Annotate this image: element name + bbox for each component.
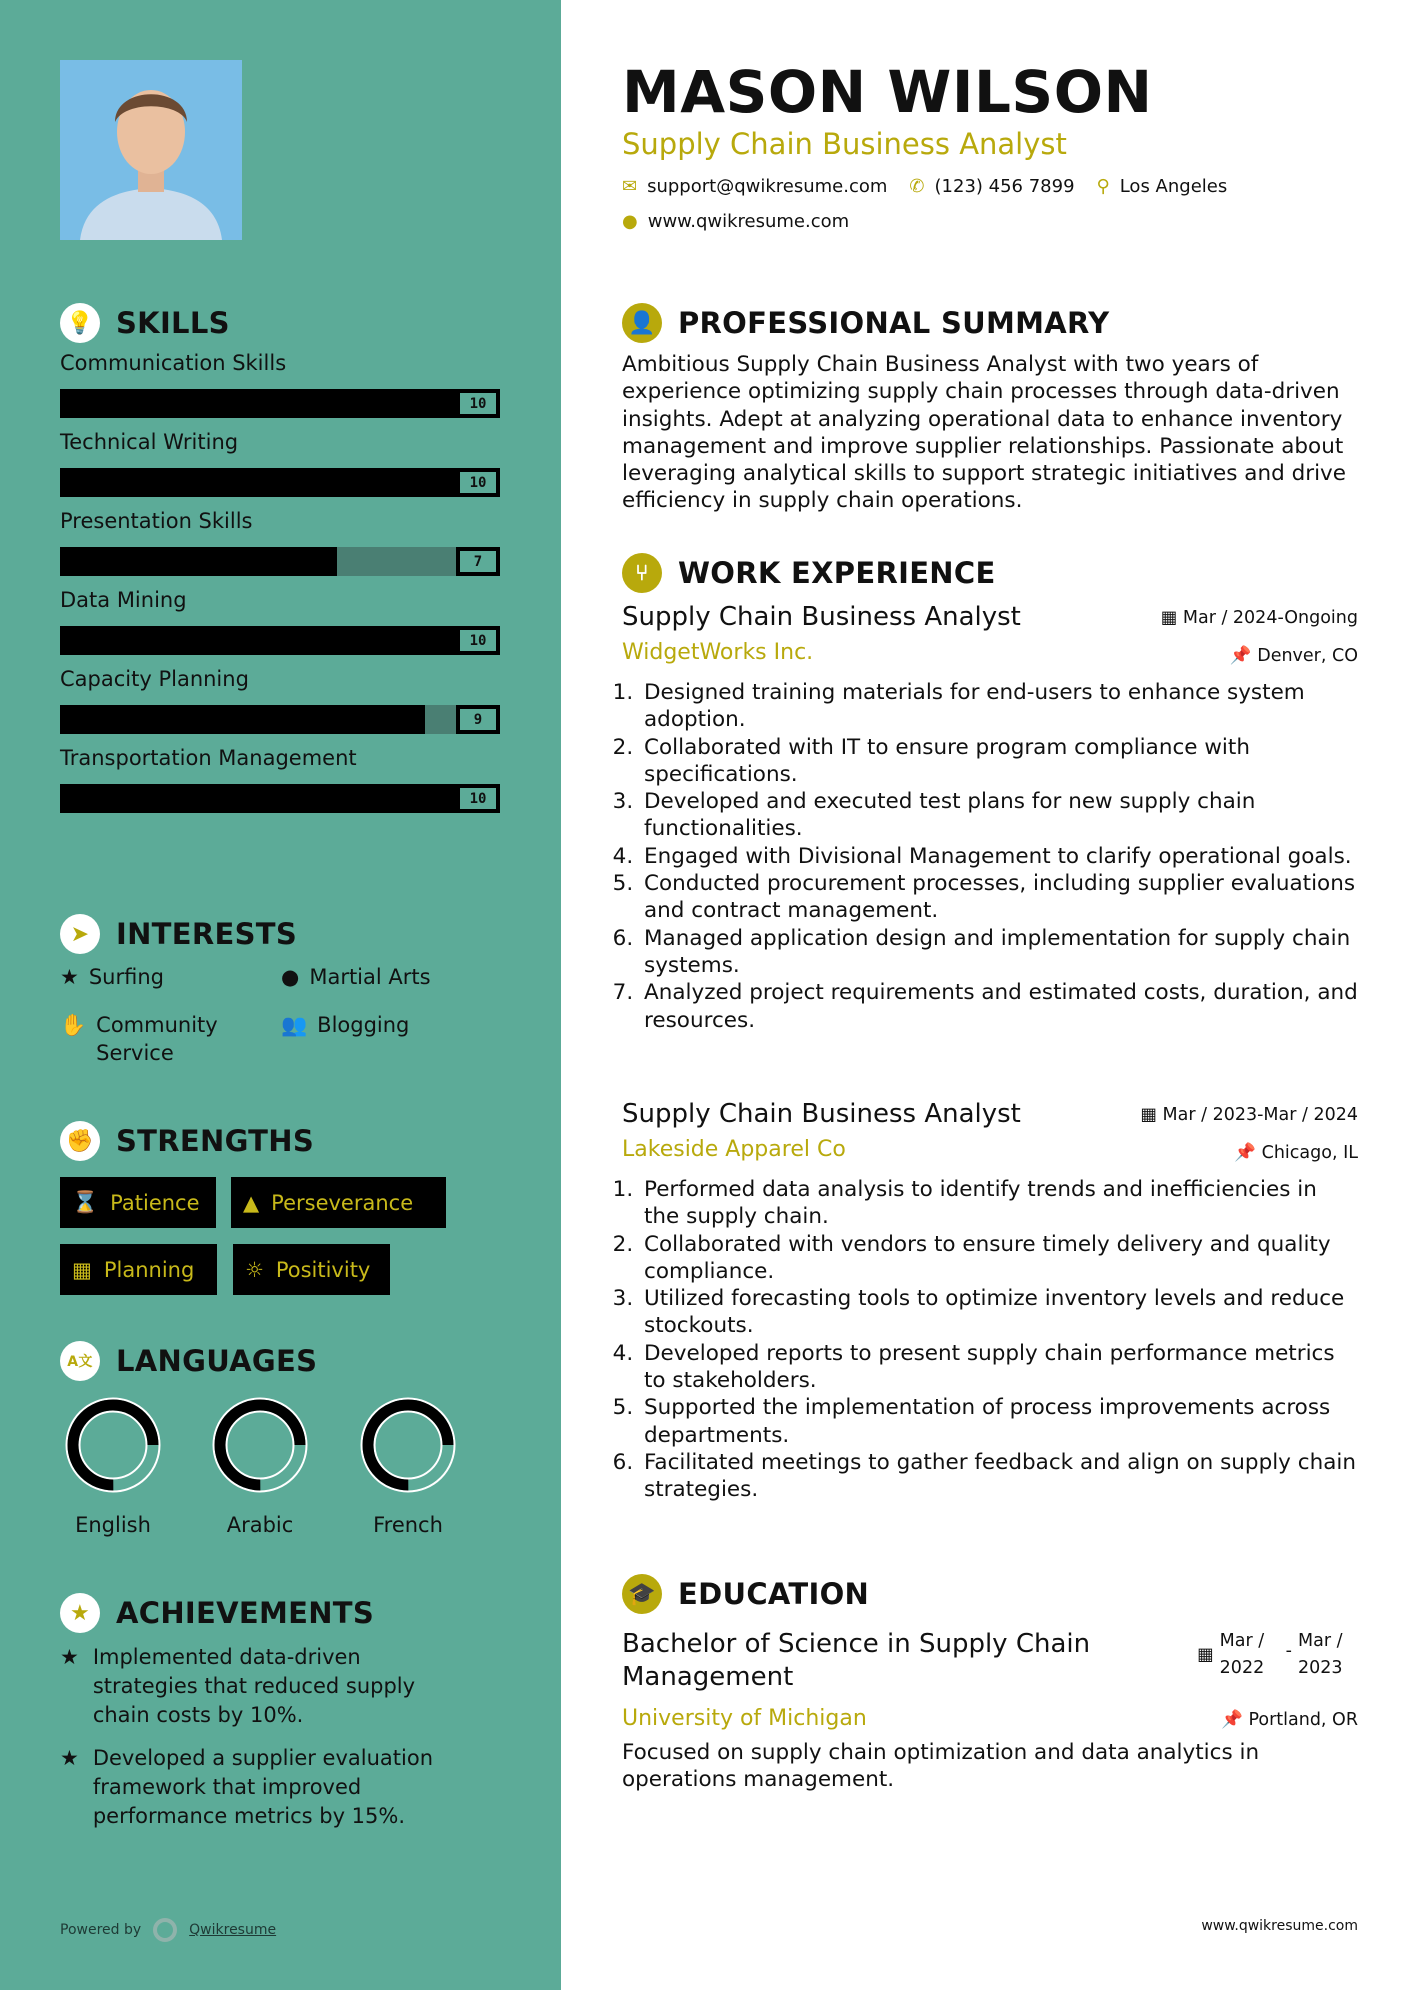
education-heading: 🎓 EDUCATION [622,1574,1358,1614]
interest-item: ★ Surfing [60,965,164,989]
skill-bar [60,705,500,734]
strength-tag: ☼ Positivity [233,1244,390,1295]
road-icon: ▲ [243,1190,260,1215]
skill-bar-fill [60,389,500,418]
company: Lakeside Apparel Co [622,1137,846,1162]
candidate-title: Supply Chain Business Analyst [622,127,1067,161]
sun-icon: ☼ [245,1257,264,1282]
user-icon: 👤 [622,303,662,343]
interest-item: ✋ Community Service [60,1013,218,1065]
language-label: English [75,1513,151,1537]
users-icon: 👥 [281,1013,308,1037]
job-location: 📌 Denver, CO [1229,646,1358,666]
job-title: Supply Chain Business Analyst [622,602,1021,632]
work-heading: ⑂ WORK EXPERIENCE [622,553,1358,593]
job-bullet: 2. Collaborated with IT to ensure program compliance with specifications. [640,734,1358,789]
envelope-icon: ✉ [622,176,638,197]
candidate-name: MASON WILSON [622,58,1153,126]
job-entry [622,1099,1358,1504]
star-icon: ★ [60,965,79,989]
strength-tag: ▦ Planning [60,1244,217,1295]
education-location: 📌 Portland, OR [1221,1710,1358,1730]
language-donut [358,1395,458,1495]
language-donut [63,1395,163,1495]
degree: Bachelor of Science in Supply Chain Management [622,1629,1091,1692]
fist-icon: ✊ [60,1121,100,1161]
education-date: ▦ Mar / 2022 - Mar / 2023 [1197,1628,1358,1682]
pin-icon: 📌 [1229,646,1252,666]
skill-item [60,588,500,655]
summary-text: Ambitious Supply Chain Business Analyst with two years of experience optimizing supply chain processes through data-driven insights. Adept at analyzing operational data to enhance inventory management and improve supplier relationships. Passionate about leveraging analytical skills to support strategic initiatives and drive efficiency in supply chain operations. [622,352,1346,514]
job-entry [622,602,1358,1034]
job-bullet: 5. Conducted procurement processes, including supplier evaluations and contract management. [640,870,1358,925]
language-donut [210,1395,310,1495]
job-title: Supply Chain Business Analyst [622,1099,1021,1129]
languages-section [60,1341,317,1381]
job-bullet: 5. Supported the implementation of process improvements across departments. [640,1394,1358,1449]
job-bullet: 3. Developed and executed test plans for new supply chain functionalities. [640,788,1358,843]
education-text: Focused on supply chain optimization and data analytics in operations management. [622,1740,1260,1793]
skill-bar [60,626,500,655]
calendar-icon: ▦ [1197,1645,1214,1665]
calendar-icon: ▦ [72,1257,92,1282]
skill-bar-fill [60,626,500,655]
skill-label: Data Mining [60,588,187,612]
pin-icon: 📌 [1221,1710,1243,1730]
skill-item [60,430,500,497]
job-bullets [622,1176,1358,1504]
skill-item [60,509,500,576]
lightbulb-icon: 💡 [60,303,100,343]
stars-icon: ★ [60,1645,79,1669]
pin-icon: 📌 [1234,1143,1257,1163]
hourglass-icon: ⌛ [72,1190,99,1214]
job-date: ▦ Mar / 2023-Mar / 2024 [1140,1105,1358,1125]
skill-label: Presentation Skills [60,509,253,533]
strength-tag: ▲ Perseverance [231,1177,446,1228]
skill-score: 7 [456,547,500,576]
job-location: 📌 Chicago, IL [1234,1143,1358,1163]
qwikresume-logo-icon [153,1918,177,1942]
skill-item [60,351,500,418]
strengths-heading: ✊ STRENGTHS [60,1121,314,1161]
skill-item [60,746,500,813]
job-bullet: 1. Designed training materials for end-users to enhance system adoption. [640,679,1358,734]
skill-bar [60,389,500,418]
job-bullet: 1. Performed data analysis to identify trends and inefficiencies in the supply chain. [640,1176,1358,1231]
skill-label: Transportation Management [60,746,357,770]
skill-score: 10 [456,784,500,813]
language-label: French [373,1513,443,1537]
achievements-heading: ★ ACHIEVEMENTS [60,1593,500,1633]
languages-heading: A文 LANGUAGES [60,1341,317,1381]
interest-item: 👥 Blogging [281,1013,410,1037]
qwikresume-link[interactable]: Qwikresume [189,1922,277,1938]
footer-website[interactable]: www.qwikresume.com [1201,1918,1358,1934]
phone-icon: ✆ [909,176,925,197]
job-bullet: 4. Engaged with Divisional Management to clarify operational goals. [640,843,1358,870]
star-badge-icon: ★ [60,1593,100,1633]
skill-bar [60,547,500,576]
skill-bar-fill [60,784,500,813]
job-bullet: 4. Developed reports to present supply chain performance metrics to stakeholders. [640,1340,1358,1395]
job-bullet: 3. Utilized forecasting tools to optimize inventory levels and reduce stockouts. [640,1285,1358,1340]
skill-score: 10 [456,626,500,655]
profile-photo [60,60,242,240]
company: WidgetWorks Inc. [622,640,814,665]
interest-item: ● Martial Arts [281,965,431,989]
job-bullet: 6. Managed application design and implementation for supply chain systems. [640,925,1358,980]
globe-icon: ● [281,965,300,989]
job-bullet: 2. Collaborated with vendors to ensure timely delivery and quality compliance. [640,1231,1358,1286]
achievements-section [60,1593,500,1845]
skill-item [60,667,500,734]
strength-tag: ⌛ Patience [60,1177,216,1228]
language-label: Arabic [226,1513,294,1537]
globe-icon: ● [622,211,638,232]
skills-heading: 💡 SKILLS [60,303,500,343]
powered-by: Powered by Qwikresume [60,1918,276,1942]
hand-icon: ✋ [60,1013,87,1037]
skill-bar [60,784,500,813]
interests-heading: ➤ INTERESTS [60,914,500,954]
skill-bar-fill [60,705,425,734]
skill-bar-fill [60,468,500,497]
calendar-icon: ▦ [1140,1105,1157,1125]
interests-section [60,914,500,954]
skill-label: Communication Skills [60,351,287,375]
phone: ✆ (123) 456 7899 [909,176,1075,197]
location: ⚲ Los Angeles [1096,176,1228,197]
skill-bar-fill [60,547,337,576]
graduate-icon: 🎓 [622,1574,662,1614]
skill-score: 10 [456,389,500,418]
skill-bar [60,468,500,497]
achievement-item: ★ Implemented data-driven strategies that reduced supply chain costs by 10%. [60,1643,500,1730]
stars-icon: ★ [60,1746,79,1770]
chair-icon: ⑂ [622,553,662,593]
achievement-item: ★ Developed a supplier evaluation framework that improved performance metrics by 15%. [60,1744,500,1831]
strengths-section [60,1121,314,1161]
job-date: ▦ Mar / 2024-Ongoing [1160,608,1358,628]
paper-plane-icon: ➤ [60,914,100,954]
calendar-icon: ▦ [1160,608,1178,628]
website[interactable]: ● www.qwikresume.com [622,211,850,232]
skill-score: 9 [456,705,500,734]
skill-score: 10 [456,468,500,497]
skill-label: Capacity Planning [60,667,249,691]
skill-label: Technical Writing [60,430,239,454]
skills-section [60,303,500,825]
map-pin-icon: ⚲ [1096,176,1110,197]
language-icon: A文 [60,1341,100,1381]
job-bullets [622,679,1358,1034]
summary-heading: 👤 PROFESSIONAL SUMMARY [622,303,1358,343]
job-bullet: 7. Analyzed project requirements and estimated costs, duration, and resources. [640,979,1358,1034]
job-bullet: 6. Facilitated meetings to gather feedback and align on supply chain strategies. [640,1449,1358,1504]
email[interactable]: ✉ support@qwikresume.com [622,176,888,197]
school: University of Michigan [622,1706,867,1731]
